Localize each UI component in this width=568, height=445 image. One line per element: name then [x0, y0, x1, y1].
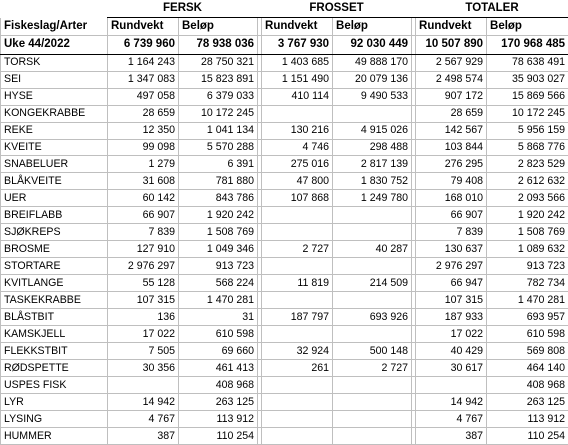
totaler-rundvekt-cell: 387	[416, 427, 487, 444]
table-row	[1, 343, 568, 360]
frosset-belop-cell: 298 488	[333, 139, 412, 156]
fersk-rundvekt-cell: 4 767	[108, 411, 179, 428]
totaler-rundvekt-cell: 187 933	[416, 309, 487, 326]
totaler-belop-cell: 78 638 491	[487, 54, 568, 71]
totals-totaler-rundvekt: 10 507 890	[416, 36, 487, 54]
frosset-rundvekt-cell	[262, 377, 333, 394]
totaler-belop-cell: 913 723	[487, 258, 568, 275]
fersk-rundvekt-cell: 30 356	[108, 360, 179, 377]
fersk-belop-cell: 461 413	[179, 360, 258, 377]
species-name: HYSE	[1, 88, 108, 105]
frosset-rundvekt-cell	[262, 258, 333, 275]
fersk-belop-cell: 15 823 891	[179, 71, 258, 88]
column-header-fersk-rundvekt: Rundvekt	[108, 18, 179, 36]
totaler-belop-cell: 35 903 027	[487, 71, 568, 88]
frosset-belop-cell	[333, 292, 412, 309]
totaler-rundvekt-cell: 2 567 929	[416, 54, 487, 71]
totaler-rundvekt-cell: 103 844	[416, 139, 487, 156]
species-name: USPES FISK	[1, 377, 108, 394]
table-row	[1, 139, 568, 156]
fersk-belop-cell: 1 041 134	[179, 122, 258, 139]
species-name: REKE	[1, 122, 108, 139]
frosset-rundvekt-cell	[262, 411, 333, 428]
frosset-belop-cell	[333, 258, 412, 275]
frosset-rundvekt-cell	[262, 427, 333, 444]
frosset-belop-cell: 500 148	[333, 343, 412, 360]
frosset-rundvekt-cell: 261	[262, 360, 333, 377]
species-name: LYSING	[1, 411, 108, 428]
fersk-rundvekt-cell: 60 142	[108, 190, 179, 207]
totaler-rundvekt-cell	[416, 377, 487, 394]
fersk-rundvekt-cell: 497 058	[108, 88, 179, 105]
frosset-belop-cell: 49 888 170	[333, 54, 412, 71]
totals-label: Uke 44/2022	[1, 36, 108, 54]
species-name: LYR	[1, 394, 108, 411]
frosset-belop-cell: 2 817 139	[333, 156, 412, 173]
table-row	[1, 411, 568, 428]
frosset-rundvekt-cell	[262, 394, 333, 411]
totaler-rundvekt-cell: 907 172	[416, 88, 487, 105]
totals-fersk-belop: 78 938 036	[179, 36, 258, 54]
table-row	[1, 224, 568, 241]
species-name: BROSME	[1, 241, 108, 258]
fersk-belop-cell: 843 786	[179, 190, 258, 207]
species-name: BLÅSTBIT	[1, 309, 108, 326]
totaler-belop-cell: 464 140	[487, 360, 568, 377]
fersk-belop-cell: 31	[179, 309, 258, 326]
table-row	[1, 258, 568, 275]
fersk-belop-cell: 69 660	[179, 343, 258, 360]
fersk-belop-cell: 1 470 281	[179, 292, 258, 309]
frosset-rundvekt-cell: 410 114	[262, 88, 333, 105]
fersk-belop-cell: 6 391	[179, 156, 258, 173]
fersk-rundvekt-cell	[108, 377, 179, 394]
frosset-rundvekt-cell	[262, 224, 333, 241]
group-header-row	[1, 0, 568, 18]
species-name: RØDSPETTE	[1, 360, 108, 377]
frosset-rundvekt-cell: 187 797	[262, 309, 333, 326]
totaler-belop-cell: 2 612 632	[487, 173, 568, 190]
totaler-belop-cell: 408 968	[487, 377, 568, 394]
table-row	[1, 105, 568, 122]
totaler-belop-cell: 15 869 566	[487, 88, 568, 105]
totaler-belop-cell: 569 808	[487, 343, 568, 360]
species-name: SJØKREPS	[1, 224, 108, 241]
frosset-rundvekt-cell: 107 868	[262, 190, 333, 207]
totaler-rundvekt-cell: 7 839	[416, 224, 487, 241]
totaler-rundvekt-cell: 66 907	[416, 207, 487, 224]
column-header-totaler-rundvekt: Rundvekt	[416, 18, 487, 36]
column-header-frosset-rundvekt: Rundvekt	[262, 18, 333, 36]
fersk-rundvekt-cell: 136	[108, 309, 179, 326]
table-row	[1, 88, 568, 105]
species-name: TORSK	[1, 54, 108, 71]
group-header-blank	[1, 0, 108, 18]
table-row	[1, 377, 568, 394]
table-row	[1, 207, 568, 224]
totaler-belop-cell: 5 868 776	[487, 139, 568, 156]
frosset-belop-cell: 20 079 136	[333, 71, 412, 88]
totaler-belop-cell: 1 508 769	[487, 224, 568, 241]
totals-row	[1, 36, 568, 54]
totaler-rundvekt-cell: 4 767	[416, 411, 487, 428]
totals-frosset-rundvekt: 3 767 930	[262, 36, 333, 54]
frosset-belop-cell: 1 830 752	[333, 173, 412, 190]
frosset-belop-cell	[333, 224, 412, 241]
frosset-belop-cell	[333, 377, 412, 394]
species-name: TASKEKRABBE	[1, 292, 108, 309]
fersk-belop-cell: 28 750 321	[179, 54, 258, 71]
fersk-belop-cell: 913 723	[179, 258, 258, 275]
frosset-belop-cell: 2 727	[333, 360, 412, 377]
frosset-belop-cell: 214 509	[333, 275, 412, 292]
totaler-rundvekt-cell: 142 567	[416, 122, 487, 139]
totaler-rundvekt-cell: 28 659	[416, 105, 487, 122]
frosset-rundvekt-cell: 2 727	[262, 241, 333, 258]
fersk-rundvekt-cell: 1 279	[108, 156, 179, 173]
totaler-belop-cell: 2 093 566	[487, 190, 568, 207]
totaler-belop-cell: 693 957	[487, 309, 568, 326]
fersk-rundvekt-cell: 12 350	[108, 122, 179, 139]
column-header-row	[1, 18, 568, 36]
totaler-rundvekt-cell: 30 617	[416, 360, 487, 377]
totaler-rundvekt-cell: 276 295	[416, 156, 487, 173]
fersk-belop-cell: 263 125	[179, 394, 258, 411]
species-name: KAMSKJELL	[1, 326, 108, 343]
fersk-rundvekt-cell: 127 910	[108, 241, 179, 258]
totaler-rundvekt-cell: 40 429	[416, 343, 487, 360]
totaler-belop-cell: 610 598	[487, 326, 568, 343]
table-row	[1, 326, 568, 343]
fersk-belop-cell: 113 912	[179, 411, 258, 428]
fersk-rundvekt-cell: 387	[108, 427, 179, 444]
table-row	[1, 275, 568, 292]
species-name: HUMMER	[1, 427, 108, 444]
species-name: STORTARE	[1, 258, 108, 275]
frosset-belop-cell: 1 249 780	[333, 190, 412, 207]
group-header-frosset: FROSSET	[262, 0, 412, 18]
table-row	[1, 71, 568, 88]
table-row	[1, 156, 568, 173]
fersk-rundvekt-cell: 55 128	[108, 275, 179, 292]
totaler-rundvekt-cell: 130 637	[416, 241, 487, 258]
fersk-belop-cell: 5 570 288	[179, 139, 258, 156]
totaler-rundvekt-cell: 107 315	[416, 292, 487, 309]
frosset-rundvekt-cell: 47 800	[262, 173, 333, 190]
table-row	[1, 190, 568, 207]
group-header-totaler: TOTALER	[416, 0, 568, 18]
fersk-rundvekt-cell: 1 347 083	[108, 71, 179, 88]
species-name: KVITLANGE	[1, 275, 108, 292]
frosset-rundvekt-cell	[262, 326, 333, 343]
totaler-belop-cell: 1 089 632	[487, 241, 568, 258]
table-row	[1, 309, 568, 326]
frosset-belop-cell: 4 915 026	[333, 122, 412, 139]
totaler-belop-cell: 1 920 242	[487, 207, 568, 224]
column-header-frosset-belop: Beløp	[333, 18, 412, 36]
totaler-rundvekt-cell: 2 498 574	[416, 71, 487, 88]
frosset-rundvekt-cell	[262, 292, 333, 309]
fersk-belop-cell: 110 254	[179, 427, 258, 444]
species-name: UER	[1, 190, 108, 207]
totaler-belop-cell: 110 254	[487, 427, 568, 444]
frosset-belop-cell	[333, 411, 412, 428]
totaler-belop-cell: 782 734	[487, 275, 568, 292]
frosset-rundvekt-cell	[262, 207, 333, 224]
frosset-belop-cell	[333, 207, 412, 224]
frosset-rundvekt-cell: 1 151 490	[262, 71, 333, 88]
frosset-belop-cell	[333, 105, 412, 122]
totaler-rundvekt-cell: 66 947	[416, 275, 487, 292]
frosset-belop-cell	[333, 394, 412, 411]
fersk-rundvekt-cell: 28 659	[108, 105, 179, 122]
totaler-rundvekt-cell: 2 976 297	[416, 258, 487, 275]
table-row	[1, 394, 568, 411]
species-name: FLEKKSTBIT	[1, 343, 108, 360]
fersk-rundvekt-cell: 7 839	[108, 224, 179, 241]
frosset-rundvekt-cell: 275 016	[262, 156, 333, 173]
table-body	[1, 0, 568, 445]
totaler-belop-cell: 1 470 281	[487, 292, 568, 309]
fersk-rundvekt-cell: 14 942	[108, 394, 179, 411]
species-name: SNABELUER	[1, 156, 108, 173]
frosset-rundvekt-cell: 32 924	[262, 343, 333, 360]
frosset-belop-cell: 9 490 533	[333, 88, 412, 105]
species-name: BREIFLABB	[1, 207, 108, 224]
fersk-rundvekt-cell: 7 505	[108, 343, 179, 360]
fersk-belop-cell: 1 920 242	[179, 207, 258, 224]
totaler-rundvekt-cell: 14 942	[416, 394, 487, 411]
totaler-rundvekt-cell: 168 010	[416, 190, 487, 207]
species-name: SEI	[1, 71, 108, 88]
fersk-belop-cell: 6 379 033	[179, 88, 258, 105]
fersk-belop-cell: 781 880	[179, 173, 258, 190]
table-row	[1, 54, 568, 71]
column-header-species: Fiskeslag/Arter	[1, 18, 108, 36]
totaler-rundvekt-cell: 79 408	[416, 173, 487, 190]
totaler-belop-cell: 113 912	[487, 411, 568, 428]
fersk-belop-cell: 610 598	[179, 326, 258, 343]
totaler-belop-cell: 2 823 529	[487, 156, 568, 173]
totals-fersk-rundvekt: 6 739 960	[108, 36, 179, 54]
frosset-belop-cell	[333, 326, 412, 343]
totaler-belop-cell: 263 125	[487, 394, 568, 411]
frosset-belop-cell: 693 926	[333, 309, 412, 326]
fersk-belop-cell: 1 508 769	[179, 224, 258, 241]
fersk-rundvekt-cell: 99 098	[108, 139, 179, 156]
table-row	[1, 360, 568, 377]
species-name: KVEITE	[1, 139, 108, 156]
species-name: KONGEKRABBE	[1, 105, 108, 122]
frosset-rundvekt-cell: 11 819	[262, 275, 333, 292]
totals-frosset-belop: 92 030 449	[333, 36, 412, 54]
frosset-rundvekt-cell: 4 746	[262, 139, 333, 156]
frosset-belop-cell: 40 287	[333, 241, 412, 258]
table-row	[1, 427, 568, 444]
totals-totaler-belop: 170 968 485	[487, 36, 568, 54]
fersk-rundvekt-cell: 66 907	[108, 207, 179, 224]
column-header-fersk-belop: Beløp	[179, 18, 258, 36]
fersk-rundvekt-cell: 107 315	[108, 292, 179, 309]
table-row	[1, 241, 568, 258]
fersk-belop-cell: 568 224	[179, 275, 258, 292]
fersk-belop-cell: 408 968	[179, 377, 258, 394]
totaler-belop-cell: 5 956 159	[487, 122, 568, 139]
table-row	[1, 173, 568, 190]
fersk-rundvekt-cell: 31 608	[108, 173, 179, 190]
totaler-belop-cell: 10 172 245	[487, 105, 568, 122]
species-name: BLÅKVEITE	[1, 173, 108, 190]
frosset-rundvekt-cell: 130 216	[262, 122, 333, 139]
frosset-rundvekt-cell	[262, 105, 333, 122]
column-header-totaler-belop: Beløp	[487, 18, 568, 36]
fersk-rundvekt-cell: 1 164 243	[108, 54, 179, 71]
group-header-fersk: FERSK	[108, 0, 258, 18]
table-row	[1, 292, 568, 309]
fersk-rundvekt-cell: 17 022	[108, 326, 179, 343]
table-row	[1, 122, 568, 139]
frosset-rundvekt-cell: 1 403 685	[262, 54, 333, 71]
frosset-belop-cell	[333, 427, 412, 444]
totaler-rundvekt-cell: 17 022	[416, 326, 487, 343]
fersk-rundvekt-cell: 2 976 297	[108, 258, 179, 275]
fersk-belop-cell: 10 172 245	[179, 105, 258, 122]
fersk-belop-cell: 1 049 346	[179, 241, 258, 258]
